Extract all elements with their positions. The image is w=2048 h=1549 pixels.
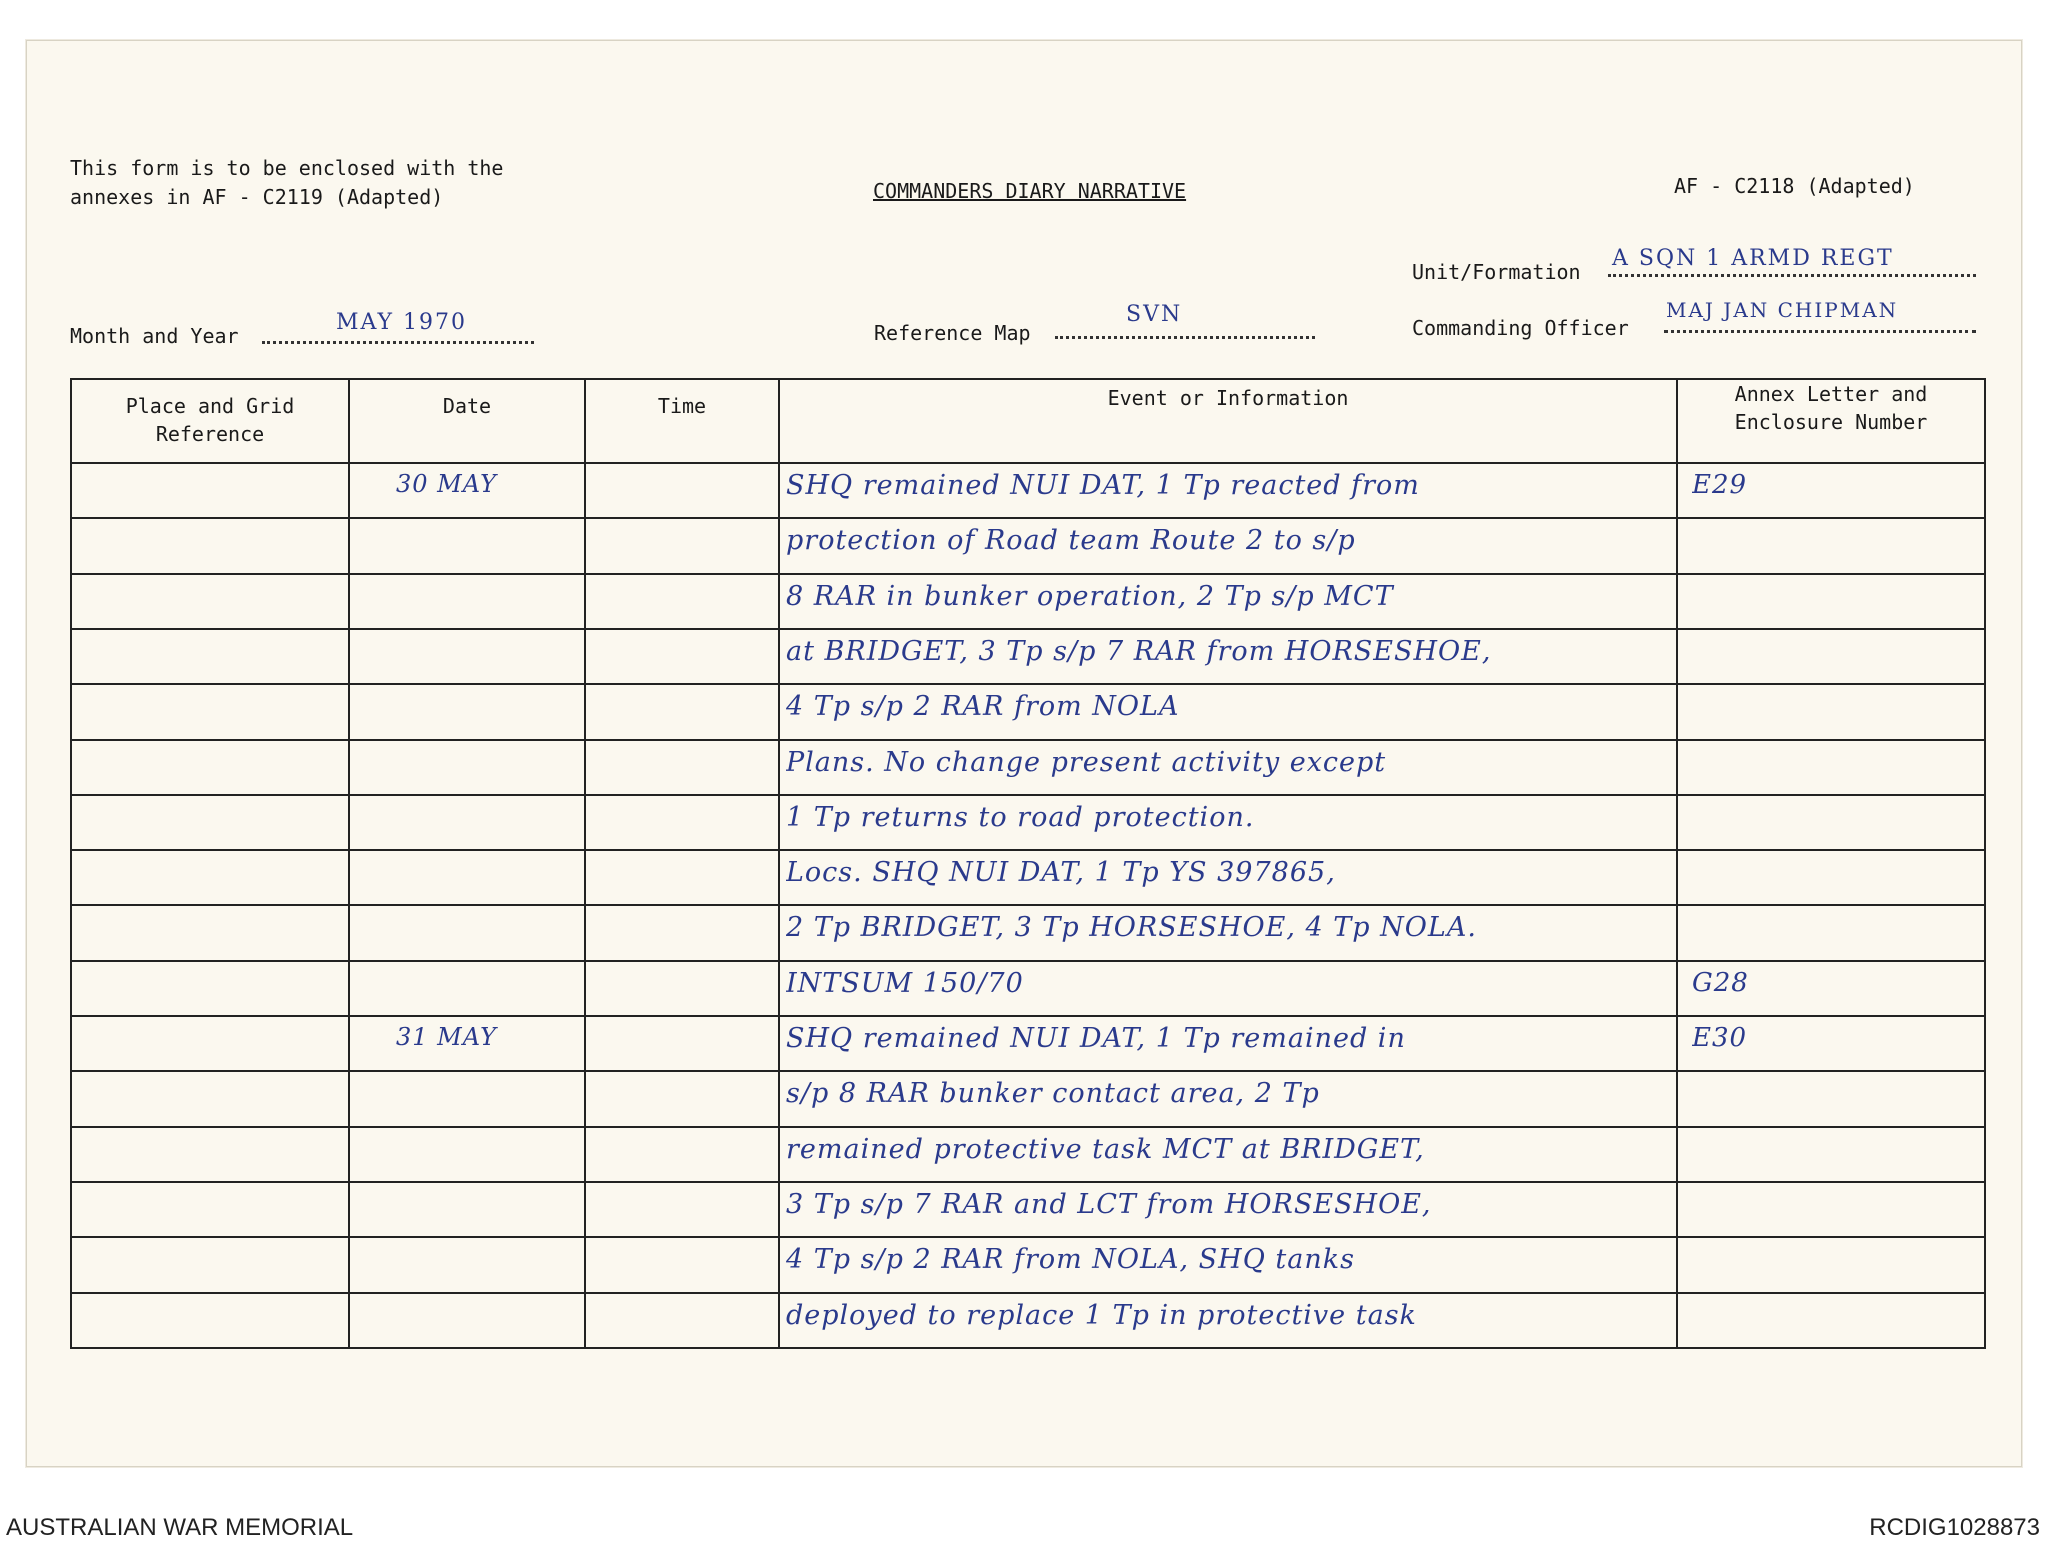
unit-dotted-line (1608, 274, 1976, 277)
co-label: Commanding Officer (1412, 316, 1629, 340)
table-row-rule (70, 1070, 1986, 1072)
table-row-rule (70, 517, 1986, 519)
annex-cell: E30 (1692, 1023, 1748, 1053)
event-cell: 4 Tp s/p 2 RAR from NOLA, SHQ tanks (786, 1244, 1355, 1275)
table-row-rule (70, 1236, 1986, 1238)
footer-id: RCDIG1028873 (1869, 1514, 2040, 1541)
event-cell: 2 Tp BRIDGET, 3 Tp HORSESHOE, 4 Tp NOLA. (786, 912, 1477, 943)
annex-cell: E29 (1692, 470, 1748, 500)
table-row-rule (70, 573, 1986, 575)
header-date: Date (442, 394, 492, 418)
event-cell: at BRIDGET, 3 Tp s/p 7 RAR from HORSESHOE, (786, 636, 1492, 667)
header-event: Event or Information (1107, 386, 1349, 410)
table-column-rule (348, 378, 350, 1349)
event-cell: SHQ remained NUI DAT, 1 Tp reacted from (786, 470, 1420, 501)
event-cell: Locs. SHQ NUI DAT, 1 Tp YS 397865, (786, 857, 1336, 888)
table-row-rule (70, 1292, 1986, 1294)
table-row-rule (70, 739, 1986, 741)
month-label: Month and Year (70, 324, 239, 348)
footer-source: AUSTRALIAN WAR MEMORIAL (6, 1514, 354, 1541)
event-cell: remained protective task MCT at BRIDGET, (786, 1134, 1425, 1165)
date-cell: 30 MAY (396, 470, 497, 498)
month-value: MAY 1970 (336, 310, 468, 335)
form-title: COMMANDERS DIARY NARRATIVE (873, 179, 1187, 203)
event-cell: 8 RAR in bunker operation, 2 Tp s/p MCT (786, 581, 1394, 612)
event-cell: 3 Tp s/p 7 RAR and LCT from HORSESHOE, (786, 1189, 1432, 1220)
event-cell: s/p 8 RAR bunker contact area, 2 Tp (786, 1078, 1320, 1109)
event-cell: protection of Road team Route 2 to s/p (786, 525, 1356, 556)
table-row-rule (70, 794, 1986, 796)
table-column-rule (778, 378, 780, 1349)
event-cell: INTSUM 150/70 (786, 968, 1024, 999)
table-row-rule (70, 1181, 1986, 1183)
form-note: This form is to be enclosed with the annexes in AF - C2119 (Adapted) (70, 156, 504, 209)
header-place: Place and Grid Reference (125, 394, 295, 446)
event-cell: 1 Tp returns to road protection. (786, 802, 1255, 833)
header-time: Time (657, 394, 707, 418)
event-cell: deployed to replace 1 Tp in protective task (786, 1300, 1417, 1331)
table-row-rule (70, 683, 1986, 685)
table-column-rule (70, 378, 72, 1349)
header-annex: Annex Letter and Enclosure Number (1734, 382, 1928, 434)
table-row-rule (70, 849, 1986, 851)
table-row-rule (70, 628, 1986, 630)
event-cell: 4 Tp s/p 2 RAR from NOLA (786, 691, 1180, 722)
table-column-rule (584, 378, 586, 1349)
co-value: MAJ JAN CHIPMAN (1666, 298, 1899, 322)
table-row-rule (70, 1347, 1986, 1349)
table-header-rule (70, 462, 1986, 464)
table-column-rule (1984, 378, 1986, 1349)
unit-value: A SQN 1 ARMD REGT (1612, 246, 1894, 271)
table-column-rule (1676, 378, 1678, 1349)
map-label: Reference Map (874, 321, 1031, 345)
table-row-rule (70, 1126, 1986, 1128)
month-dotted-line (262, 341, 534, 344)
co-dotted-line (1664, 330, 1976, 333)
map-dotted-line (1055, 336, 1315, 339)
table-row-rule (70, 904, 1986, 906)
map-value: SVN (1126, 302, 1183, 327)
date-cell: 31 MAY (396, 1023, 497, 1051)
unit-label: Unit/Formation (1412, 260, 1581, 284)
form-number: AF - C2118 (Adapted) (1674, 174, 1915, 198)
annex-cell: G28 (1692, 968, 1749, 998)
event-cell: Plans. No change present activity except (786, 747, 1387, 778)
event-cell: SHQ remained NUI DAT, 1 Tp remained in (786, 1023, 1406, 1054)
table-row-rule (70, 960, 1986, 962)
table-row-rule (70, 1015, 1986, 1017)
